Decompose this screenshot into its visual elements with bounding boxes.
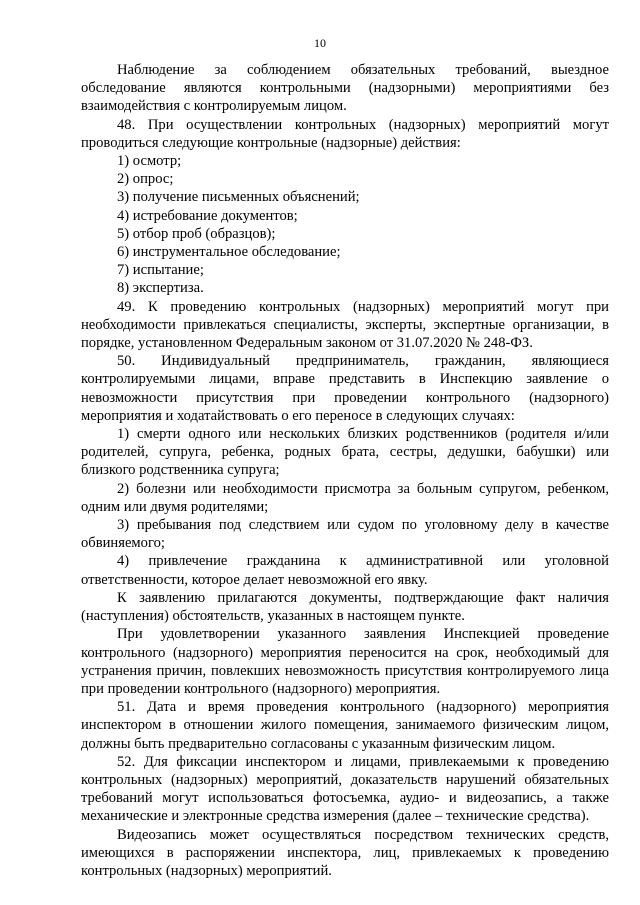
- list-item-action: 1) осмотр;: [117, 153, 182, 170]
- list-item-action: 8) экспертиза.: [117, 280, 204, 297]
- list-item-case: 1) смерти одного или нескольких близких родственников (родителя и/или родителей, супруга, ребенка, родных брата, сестры, дедушки, бабушки) или близкого родственника супруга;: [81, 426, 609, 479]
- list-item-case: 2) болезни или необходимости присмотра за больным супругом, ребенком, одним или двумя родителями;: [81, 480, 609, 515]
- paragraph-48: 48. При осуществлении контрольных (надзорных) мероприятий могут проводиться следующие контрольные (надзорные) действия:: [81, 116, 609, 151]
- paragraph-52: 52. Для фиксации инспектором и лицами, привлекаемыми к проведению контрольных (надзорных) мероприятий, доказательств нарушений обязательных требований могут использоваться фотосъемка, аудио- и видеозапись, а также механические и электронные средства измерения (далее – технические средства).: [81, 753, 609, 825]
- paragraph-50: 50. Индивидуальный предприниматель, гражданин, являющиеся контролируемыми лицами, вправе представить в Инспекцию заявление о невозможности присутствия при проведении контрольного (надзорного) мероприятия и ходатайствовать о его переносе в следующих случаях:: [81, 353, 609, 424]
- list-item-case: 4) привлечение гражданина к административной или уголовной ответственности, которое делает невозможной его явку.: [81, 553, 609, 588]
- paragraph-video: Видеозапись может осуществляться посредством технических средств, имеющихся в распоряжении инспектора, лиц, привлекаемых к проведению контрольных (надзорных) мероприятий.: [81, 826, 609, 879]
- list-item-action: 5) отбор проб (образцов);: [117, 225, 276, 242]
- paragraph-observation: Наблюдение за соблюдением обязательных требований, выездное обследование являются контрольными (надзорными) мероприятиями без взаимодействия с контролируемым лицом.: [81, 62, 609, 115]
- paragraph-51: 51. Дата и время проведения контрольного (надзорного) мероприятия инспектором в отношении жилого помещения, занимаемого физическим лицом, должны быть предварительно согласованы с указанным физическим лицом.: [81, 699, 609, 752]
- document-body: [81, 61, 609, 880]
- list-item-action: 4) истребование документов;: [117, 207, 298, 224]
- page-number: 10: [314, 36, 326, 50]
- paragraph-postponement: При удовлетворении указанного заявления Инспекцией проведение контрольного (надзорного) мероприятия переносится на срок, необходимый для устранения причин, повлекших невозможность присутствия контролируемого лица при проведении контрольного (надзорного) мероприятия.: [81, 626, 609, 697]
- list-item-case: 3) пребывания под следствием или судом по уголовному делу в качестве обвиняемого;: [81, 517, 609, 552]
- list-item-action: 6) инструментальное обследование;: [117, 244, 341, 261]
- list-item-action: 2) опрос;: [117, 171, 174, 188]
- list-item-action: 7) испытание;: [117, 262, 204, 279]
- paragraph-49: 49. К проведению контрольных (надзорных) мероприятий могут при необходимости привлекаться специалисты, эксперты, экспертные организации, в порядке, установленном Федеральным законом от 31.07.2020 № 248-ФЗ.: [81, 298, 609, 352]
- list-item-action: 3) получение письменных объяснений;: [117, 189, 360, 206]
- paragraph-documents: К заявлению прилагаются документы, подтверждающие факт наличия (наступления) обстоятельств, указанных в настоящем пункте.: [81, 589, 609, 625]
